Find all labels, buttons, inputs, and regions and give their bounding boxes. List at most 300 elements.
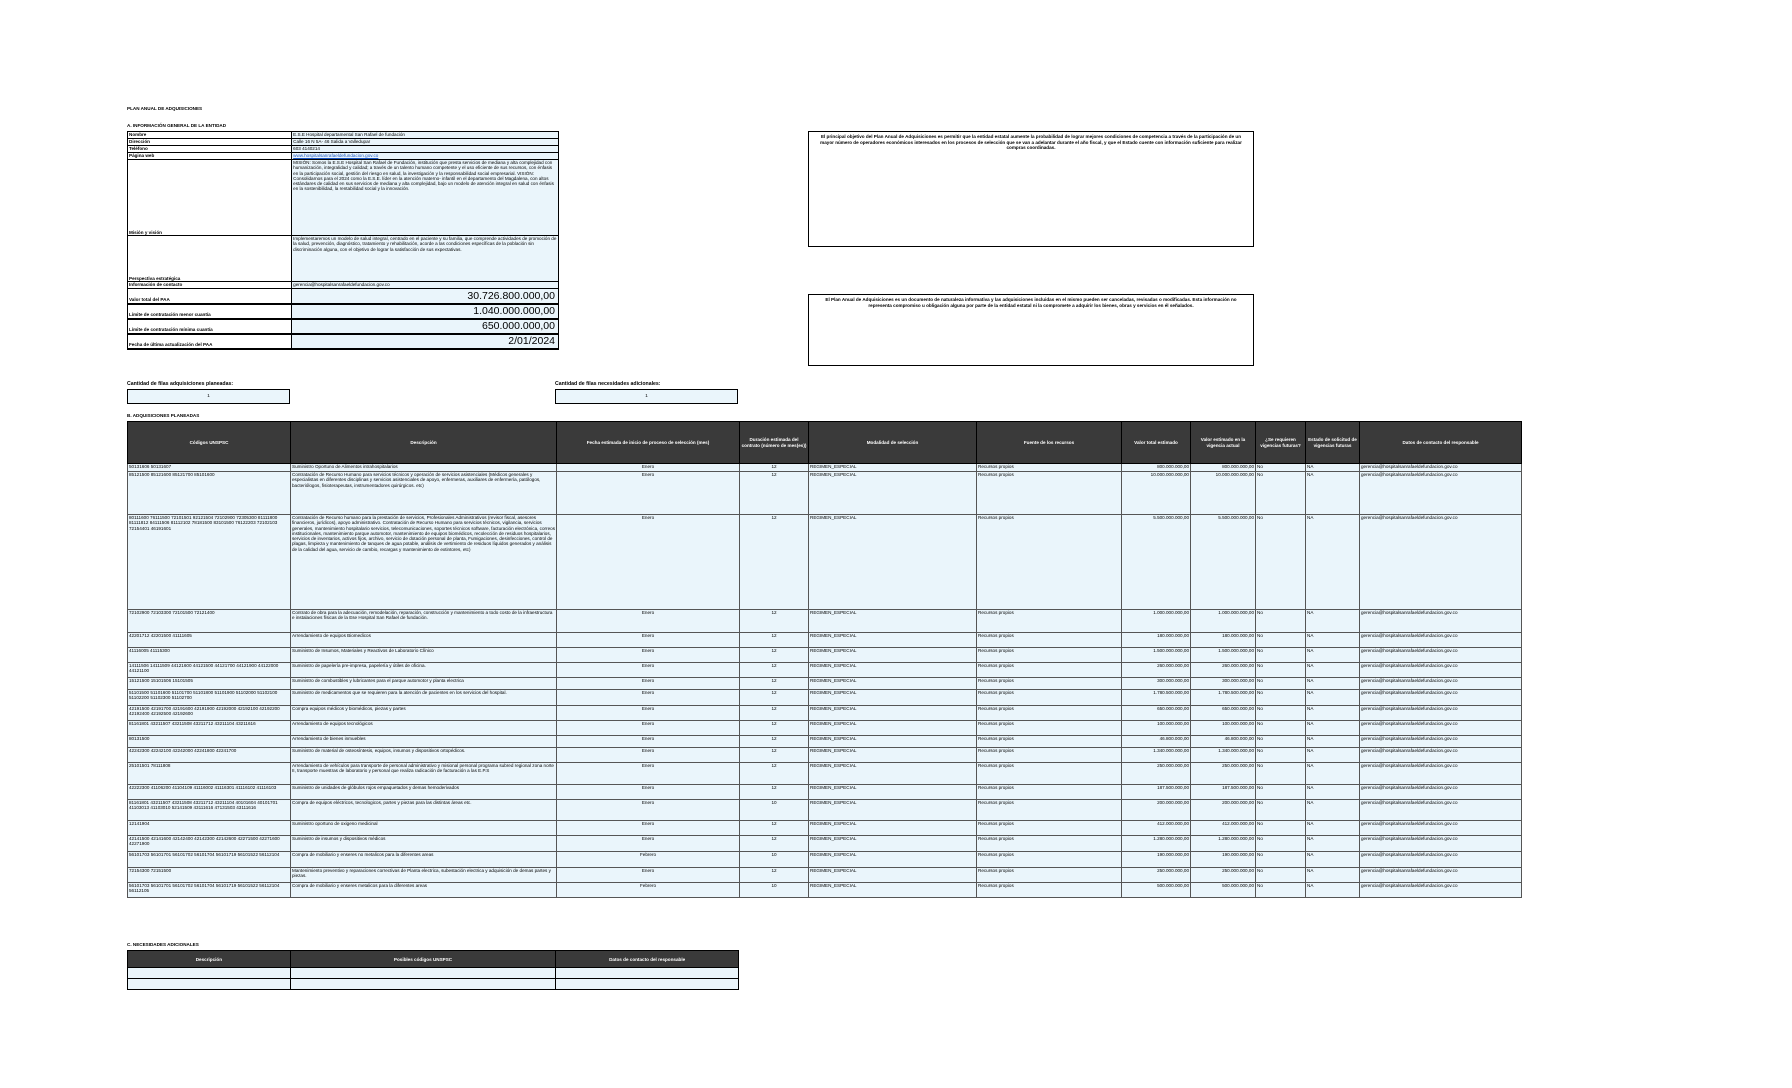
cell-fuente: Recursos propios [977, 472, 1122, 515]
need-cell[interactable] [290, 968, 556, 979]
value-minima-cuantia: 650.000.000,00 [292, 319, 559, 334]
cell-valor-total: 1.780.500.000,00 [1122, 690, 1191, 706]
cell-valor-vigencia: 800.000.000,00 [1191, 464, 1256, 472]
cell-vigencias-futuras: No [1256, 610, 1306, 633]
cell-modalidad: REGIMEN_ESPECIAL [809, 464, 977, 472]
cell-modalidad: REGIMEN_ESPECIAL [809, 748, 977, 763]
cell-codigos: 80131500 [128, 736, 291, 748]
label-contacto: Información de contacto [128, 282, 292, 289]
cell-valor-total: 500.000.000,00 [1122, 883, 1191, 898]
need-cell[interactable] [556, 968, 739, 979]
cell-valor-total: 200.000.000,00 [1122, 800, 1191, 821]
cell-valor-total: 180.000.000,00 [1122, 633, 1191, 648]
cell-fecha-inicio: Enero [557, 836, 740, 852]
cell-vigencias-futuras: No [1256, 690, 1306, 706]
col-fuente: Fuente de los recursos [977, 422, 1122, 464]
cell-estado-solicitud: NA [1306, 800, 1360, 821]
acquisition-row [128, 883, 1522, 898]
cell-valor-total: 800.000.000,00 [1122, 464, 1191, 472]
cell-duracion: 12 [740, 706, 809, 721]
cell-fecha-inicio: Enero [557, 633, 740, 648]
label-mision-vision: Misión y visión [128, 160, 292, 236]
acquisition-row [128, 690, 1522, 706]
cell-valor-vigencia: 5.500.000.000,00 [1191, 515, 1256, 610]
cell-fecha-inicio: Enero [557, 763, 740, 785]
col-valor-total: Valor total estimado [1122, 422, 1191, 464]
cell-duracion: 12 [740, 763, 809, 785]
cell-fecha-inicio: Enero [557, 464, 740, 472]
cell-codigos: 42141500 42141600 42142400 42142300 42142600 42271500 42271600 42271900 [128, 836, 291, 852]
cell-vigencias-futuras: No [1256, 515, 1306, 610]
cell-contacto: gerencia@hospitalsanrafaeldefundacion.gov.co [1360, 785, 1522, 800]
acquisition-row [128, 868, 1522, 883]
section-a-title: A. INFORMACIÓN GENERAL DE LA ENTIDAD [127, 123, 227, 128]
cell-valor-vigencia: 650.000.000,00 [1191, 706, 1256, 721]
acquisition-row [128, 836, 1522, 852]
need-cell[interactable] [556, 979, 739, 990]
cell-duracion: 12 [740, 821, 809, 836]
acquisition-row [128, 648, 1522, 663]
cell-contacto: gerencia@hospitalsanrafaeldefundacion.gov.co [1360, 748, 1522, 763]
cell-duracion: 12 [740, 785, 809, 800]
cell-descripcion: Suministro de unidades de glóbulos rojos empaquetados y demas hemoderivados [291, 785, 557, 800]
cell-valor-vigencia: 250.000.000,00 [1191, 868, 1256, 883]
objective-note-box: El principal objetivo del Plan Anual de Adquisiciones es permitir que la entidad estatal aumente la probabilidad de lograr mejores condiciones de competencia a través de la participación de un mayor número de operadores económicos interesados en los procesos de selección que se van a adelantar durante el año fiscal, y que el Estado cuente con información suficiente para realizar compras coordinadas. [808, 131, 1254, 247]
cell-fecha-inicio: Enero [557, 610, 740, 633]
section-b-title: B. ADQUISICIONES PLANEADAS [127, 413, 200, 418]
cell-vigencias-futuras: No [1256, 464, 1306, 472]
cell-codigos: 56101703 56101701 56101702 56101704 56101719 56101522 56112104 [128, 852, 291, 868]
col-modalidad: Modalidad de selección [809, 422, 977, 464]
acquisition-row [128, 678, 1522, 690]
cell-contacto: gerencia@hospitalsanrafaeldefundacion.gov.co [1360, 472, 1522, 515]
cell-fuente: Recursos propios [977, 721, 1122, 736]
cell-contacto: gerencia@hospitalsanrafaeldefundacion.gov.co [1360, 836, 1522, 852]
cell-duracion: 12 [740, 721, 809, 736]
cell-fuente: Recursos propios [977, 610, 1122, 633]
cell-modalidad: REGIMEN_ESPECIAL [809, 868, 977, 883]
cell-descripcion: Contratación de Recurso humano para la prestación de servicios, Profesionales Administrativos (revisor fiscal, asesores financieros, jurídicos), apoyo administrativo. Contratación de Recurso Humano para servicios técnicos, vigilancia, servicios generales, mantenimiento hospitalario servicios, telecomunicaciones, soportes técnicos software, facturación electrónica, correos institucionales, mantenimiento parque automotor, mantenimiento de equipos biomédicos, recolección de residuos hospitalarios, servicios de inventarios, activos fijos, archivo, servicio de dotación personal de planta, Fumigaciones, desinfecciones, control de plagas, limpieza y mantenimiento de tanques de agua potable, análisis de vertimiento de residuos líquidos generados y análisis de la calidad del agua, servicio de cambio, recargas y mantenimiento de extintores, etc) [291, 515, 557, 610]
col-valor-vigencia: Valor estimado en la vigencia actual [1191, 422, 1256, 464]
cell-fecha-inicio: Enero [557, 785, 740, 800]
cell-vigencias-futuras: No [1256, 836, 1306, 852]
acquisitions-table [127, 421, 1522, 898]
cell-fuente: Recursos propios [977, 706, 1122, 721]
cell-vigencias-futuras: No [1256, 721, 1306, 736]
cell-modalidad: REGIMEN_ESPECIAL [809, 648, 977, 663]
cell-estado-solicitud: NA [1306, 706, 1360, 721]
cell-estado-solicitud: NA [1306, 836, 1360, 852]
acquisition-row [128, 633, 1522, 648]
cell-duracion: 12 [740, 515, 809, 610]
cell-vigencias-futuras: No [1256, 785, 1306, 800]
cell-fuente: Recursos propios [977, 736, 1122, 748]
col-vigencias-futuras: ¿Se requieren vigencias futuras? [1256, 422, 1306, 464]
cell-valor-vigencia: 1.500.000.000,00 [1191, 648, 1256, 663]
cell-fecha-inicio: Enero [557, 736, 740, 748]
cell-modalidad: REGIMEN_ESPECIAL [809, 721, 977, 736]
col-descripcion: Descripción [291, 422, 557, 464]
cell-duracion: 12 [740, 663, 809, 678]
cell-contacto: gerencia@hospitalsanrafaeldefundacion.gov.co [1360, 515, 1522, 610]
cell-duracion: 12 [740, 690, 809, 706]
cell-vigencias-futuras: No [1256, 648, 1306, 663]
cell-valor-total: 46.800.000,00 [1122, 736, 1191, 748]
need-col-contacto: Datos de contacto del responsable [556, 951, 739, 968]
cell-modalidad: REGIMEN_ESPECIAL [809, 785, 977, 800]
cell-fecha-inicio: Enero [557, 690, 740, 706]
cell-fuente: Recursos propios [977, 690, 1122, 706]
acquisitions-table-body [128, 464, 1522, 898]
cell-valor-total: 260.000.000,00 [1122, 663, 1191, 678]
cell-fuente: Recursos propios [977, 648, 1122, 663]
cell-contacto: gerencia@hospitalsanrafaeldefundacion.gov.co [1360, 678, 1522, 690]
cell-modalidad: REGIMEN_ESPECIAL [809, 706, 977, 721]
cell-codigos: 81161801 43211507 43211508 43211712 43211104 43211616 [128, 721, 291, 736]
cell-contacto: gerencia@hospitalsanrafaeldefundacion.gov.co [1360, 464, 1522, 472]
cell-descripcion: Compra de mobiliario y enseres metalicos para la diferentes areas [291, 883, 557, 898]
cell-contacto: gerencia@hospitalsanrafaeldefundacion.gov.co [1360, 883, 1522, 898]
cell-fuente: Recursos propios [977, 633, 1122, 648]
cell-valor-vigencia: 200.000.000,00 [1191, 800, 1256, 821]
cell-vigencias-futuras: No [1256, 883, 1306, 898]
planned-rows-label: Cantidad de filas adquisiciones planeadas: [127, 381, 234, 387]
cell-fuente: Recursos propios [977, 464, 1122, 472]
col-fecha-inicio: Fecha estimada de inicio de proceso de selección (mes) [557, 422, 740, 464]
cell-modalidad: REGIMEN_ESPECIAL [809, 663, 977, 678]
cell-valor-total: 650.000.000,00 [1122, 706, 1191, 721]
cell-fecha-inicio: Enero [557, 868, 740, 883]
cell-modalidad: REGIMEN_ESPECIAL [809, 852, 977, 868]
cell-valor-total: 5.500.000.000,00 [1122, 515, 1191, 610]
cell-codigos: 42242300 42242100 42242000 42241800 42241700 [128, 748, 291, 763]
col-codigos: Códigos UNSPSC [128, 422, 291, 464]
acquisition-row [128, 663, 1522, 678]
cell-fecha-inicio: Enero [557, 515, 740, 610]
acquisition-row [128, 785, 1522, 800]
need-row[interactable] [128, 979, 739, 990]
cell-valor-total: 187.500.000,00 [1122, 785, 1191, 800]
cell-fecha-inicio: Enero [557, 821, 740, 836]
cell-valor-total: 1.500.000.000,00 [1122, 648, 1191, 663]
cell-valor-vigencia: 1.780.500.000,00 [1191, 690, 1256, 706]
cell-estado-solicitud: NA [1306, 868, 1360, 883]
cell-estado-solicitud: NA [1306, 472, 1360, 515]
cell-descripcion: Compra de equipos eléctricos, tecnologicos, partes y piezas para las distintas áreas etc. [291, 800, 557, 821]
cell-valor-vigencia: 300.000.000,00 [1191, 678, 1256, 690]
cell-codigos: 72154300 72151500 [128, 868, 291, 883]
cell-modalidad: REGIMEN_ESPECIAL [809, 633, 977, 648]
cell-valor-vigencia: 500.000.000,00 [1191, 883, 1256, 898]
cell-fuente: Recursos propios [977, 678, 1122, 690]
cell-fuente: Recursos propios [977, 800, 1122, 821]
cell-contacto: gerencia@hospitalsanrafaeldefundacion.gov.co [1360, 800, 1522, 821]
page-title: PLAN ANUAL DE ADQUISICIONES [127, 106, 203, 111]
col-contacto: Datos de contacto del responsable [1360, 422, 1522, 464]
acquisition-row [128, 748, 1522, 763]
cell-vigencias-futuras: No [1256, 821, 1306, 836]
col-estado-solicitud: Estado de solicitud de vigencias futuras [1306, 422, 1360, 464]
cell-fuente: Recursos propios [977, 821, 1122, 836]
label-minima-cuantia: Límite de contratación mínima cuantía [128, 319, 292, 334]
cell-fecha-inicio: Febrero [557, 852, 740, 868]
label-telefono: Teléfono [128, 146, 292, 153]
need-col-descripcion: Descripción [128, 951, 291, 968]
cell-contacto: gerencia@hospitalsanrafaeldefundacion.gov.co [1360, 633, 1522, 648]
cell-codigos: 14111506 14111509 44121600 44121500 44121700 44121900 44122000 44121100 [128, 663, 291, 678]
cell-vigencias-futuras: No [1256, 868, 1306, 883]
cell-contacto: gerencia@hospitalsanrafaeldefundacion.gov.co [1360, 648, 1522, 663]
cell-valor-vigencia: 1.280.000.000,00 [1191, 836, 1256, 852]
cell-contacto: gerencia@hospitalsanrafaeldefundacion.gov.co [1360, 610, 1522, 633]
cell-codigos: 15121500 15101506 15101505 [128, 678, 291, 690]
cell-valor-vigencia: 100.000.000,00 [1191, 721, 1256, 736]
cell-estado-solicitud: NA [1306, 648, 1360, 663]
value-nombre: E.S.E Hospital departamental San Rafael de fundación [292, 132, 559, 139]
cell-estado-solicitud: NA [1306, 515, 1360, 610]
cell-contacto: gerencia@hospitalsanrafaeldefundacion.gov.co [1360, 821, 1522, 836]
cell-fuente: Recursos propios [977, 836, 1122, 852]
cell-vigencias-futuras: No [1256, 852, 1306, 868]
cell-vigencias-futuras: No [1256, 736, 1306, 748]
cell-estado-solicitud: NA [1306, 610, 1360, 633]
cell-vigencias-futuras: No [1256, 748, 1306, 763]
need-col-codigos: Posibles códigos UNSPSC [290, 951, 556, 968]
cell-descripcion: Suministro de medicamentos que se requieren para la atención de pacientes en los servicios del hospital. [291, 690, 557, 706]
need-cell[interactable] [128, 979, 291, 990]
cell-estado-solicitud: NA [1306, 748, 1360, 763]
label-valor-total: Valor total del PAA [128, 289, 292, 304]
cell-codigos: 80111600 76111500 72101501 92121504 72102900 72305300 81111800 81111812 84111506 81112102 78181500 83101500 76122203 72102103 72154401 46191601 [128, 515, 291, 610]
col-duracion: Duración estimada del contrato (número de mes(es)) [740, 422, 809, 464]
cell-contacto: gerencia@hospitalsanrafaeldefundacion.gov.co [1360, 706, 1522, 721]
cell-descripcion: Suministro de papelería pre-impresa, papelería y útiles de oficina. [291, 663, 557, 678]
cell-contacto: gerencia@hospitalsanrafaeldefundacion.gov.co [1360, 690, 1522, 706]
cell-modalidad: REGIMEN_ESPECIAL [809, 678, 977, 690]
cell-duracion: 12 [740, 633, 809, 648]
website-link[interactable]: www.hospitalsanrafaeldefundacion.gov.co [292, 153, 559, 160]
acquisition-row [128, 736, 1522, 748]
value-direccion: Calle 16 N 5A- 46 Salida a Valledupar [292, 139, 559, 146]
cell-duracion: 12 [740, 678, 809, 690]
cell-modalidad: REGIMEN_ESPECIAL [809, 763, 977, 785]
planned-rows-value: 1 [127, 389, 290, 404]
cell-estado-solicitud: NA [1306, 464, 1360, 472]
cell-estado-solicitud: NA [1306, 663, 1360, 678]
cell-fuente: Recursos propios [977, 852, 1122, 868]
cell-codigos: 25101501 78111808 [128, 763, 291, 785]
cell-fecha-inicio: Febrero [557, 883, 740, 898]
cell-fuente: Recursos propios [977, 663, 1122, 678]
cell-codigos: 42222300 41106200 41104109 41116002 41116301 41116102 41116103 [128, 785, 291, 800]
cell-estado-solicitud: NA [1306, 763, 1360, 785]
cell-descripcion: Suministro oportuno de oxigeno medicinal [291, 821, 557, 836]
cell-vigencias-futuras: No [1256, 678, 1306, 690]
acquisition-row [128, 515, 1522, 610]
cell-modalidad: REGIMEN_ESPECIAL [809, 736, 977, 748]
cell-estado-solicitud: NA [1306, 821, 1360, 836]
value-valor-total: 30.726.800.000,00 [292, 289, 559, 304]
cell-fuente: Recursos propios [977, 868, 1122, 883]
cell-valor-vigencia: 260.000.000,00 [1191, 663, 1256, 678]
cell-duracion: 10 [740, 852, 809, 868]
need-row[interactable] [128, 968, 739, 979]
cell-descripcion: Arrendamiento de equipos tecnológicos [291, 721, 557, 736]
value-telefono: 603 4140214 [292, 146, 559, 153]
cell-duracion: 12 [740, 464, 809, 472]
label-fecha-actualizacion: Fecha de última actualización del PAA [128, 334, 292, 349]
cell-valor-vigencia: 1.000.000.000,00 [1191, 610, 1256, 633]
cell-codigos: 51101500 51101600 51101700 51101800 51101900 51102000 51102100 51102200 51102300 51102700 [128, 690, 291, 706]
cell-valor-vigencia: 412.000.000,00 [1191, 821, 1256, 836]
cell-valor-vigencia: 46.800.000,00 [1191, 736, 1256, 748]
cell-vigencias-futuras: No [1256, 663, 1306, 678]
cell-codigos: 41116005 41115300 [128, 648, 291, 663]
value-menor-cuantia: 1.040.000.000,00 [292, 304, 559, 319]
value-mision-vision: MISIÓN: Somos la E.S.E Hospital San Rafael de Fundación, institución que presta servicios de mediana y alta complejidad con humanización, integralidad y calidad; a través de un talento humano competente y el uso eficiente de sus recursos, con énfasis en la participación social, gestión del riesgo en salud, la investigación y la responsabilidad social empresarial. VISIÓN: Consolidarnos para el 2024 como la E.S.E. líder en la atención materno- infantil en el departamento del Magdalena, con altos estándares de calidad en sus servicios de mediana y alta complejidad, bajo un modelo de atención integral en salud con énfasis en la sostenibilidad, la rentabilidad social y la innovación. [292, 160, 559, 236]
acquisition-row [128, 721, 1522, 736]
cell-codigos: 12141904 [128, 821, 291, 836]
additional-needs-table [127, 950, 739, 990]
cell-duracion: 10 [740, 883, 809, 898]
acquisition-row [128, 821, 1522, 836]
cell-vigencias-futuras: No [1256, 472, 1306, 515]
cell-valor-total: 412.000.000,00 [1122, 821, 1191, 836]
cell-duracion: 12 [740, 748, 809, 763]
label-nombre: Nombre [128, 132, 292, 139]
section-c-title: C. NECESIDADES ADICIONALES [127, 942, 199, 947]
cell-modalidad: REGIMEN_ESPECIAL [809, 610, 977, 633]
entity-info-table [127, 131, 559, 350]
cell-estado-solicitud: NA [1306, 852, 1360, 868]
cell-valor-vigencia: 187.500.000,00 [1191, 785, 1256, 800]
cell-estado-solicitud: NA [1306, 633, 1360, 648]
acquisition-row [128, 800, 1522, 821]
cell-fuente: Recursos propios [977, 515, 1122, 610]
need-cell[interactable] [128, 968, 291, 979]
cell-fecha-inicio: Enero [557, 800, 740, 821]
cell-valor-vigencia: 190.000.000,00 [1191, 852, 1256, 868]
cell-estado-solicitud: NA [1306, 736, 1360, 748]
cell-descripcion: Suministro Oportuno de Alimentos intrahospitalarios [291, 464, 557, 472]
cell-contacto: gerencia@hospitalsanrafaeldefundacion.gov.co [1360, 868, 1522, 883]
acquisition-row [128, 610, 1522, 633]
cell-valor-total: 300.000.000,00 [1122, 678, 1191, 690]
cell-modalidad: REGIMEN_ESPECIAL [809, 836, 977, 852]
cell-duracion: 12 [740, 736, 809, 748]
cell-valor-total: 190.000.000,00 [1122, 852, 1191, 868]
cell-estado-solicitud: NA [1306, 678, 1360, 690]
cell-codigos: 50131606 50131607 [128, 464, 291, 472]
cell-duracion: 12 [740, 868, 809, 883]
cell-descripcion: Arrendamiento de vehículos para transporte de personal administrativo y misional personal programa subred regional zona norte II, transporte muestras de laboratorio y personal que realiza radicación de facturación a las E.P.S [291, 763, 557, 785]
cell-valor-total: 250.000.000,00 [1122, 868, 1191, 883]
cell-descripcion: Arrendamiento de equipos Biomedicos [291, 633, 557, 648]
cell-valor-total: 250.000.000,00 [1122, 763, 1191, 785]
cell-contacto: gerencia@hospitalsanrafaeldefundacion.gov.co [1360, 663, 1522, 678]
cell-contacto: gerencia@hospitalsanrafaeldefundacion.gov.co [1360, 763, 1522, 785]
cell-fecha-inicio: Enero [557, 706, 740, 721]
cell-modalidad: REGIMEN_ESPECIAL [809, 472, 977, 515]
cell-modalidad: REGIMEN_ESPECIAL [809, 800, 977, 821]
cell-fecha-inicio: Enero [557, 721, 740, 736]
cell-contacto: gerencia@hospitalsanrafaeldefundacion.gov.co [1360, 852, 1522, 868]
acquisition-row [128, 706, 1522, 721]
cell-codigos: 85121500 85121600 85121700 85101600 [128, 472, 291, 515]
value-fecha-actualizacion: 2/01/2024 [292, 334, 559, 349]
cell-valor-vigencia: 1.340.000.000,00 [1191, 748, 1256, 763]
cell-modalidad: REGIMEN_ESPECIAL [809, 515, 977, 610]
cell-duracion: 12 [740, 648, 809, 663]
cell-estado-solicitud: NA [1306, 690, 1360, 706]
cell-valor-total: 1.280.000.000,00 [1122, 836, 1191, 852]
cell-estado-solicitud: NA [1306, 785, 1360, 800]
cell-descripcion: Mantenimiento preventivo y reparaciones correctivas de Planta electrica, subestación electrica y adquisición de demas partes y piezas. [291, 868, 557, 883]
cell-valor-total: 1.000.000.000,00 [1122, 610, 1191, 633]
need-cell[interactable] [290, 979, 556, 990]
cell-descripcion: Compra de mobiliario y enseres no metalicos para la diferentes areas [291, 852, 557, 868]
cell-fecha-inicio: Enero [557, 748, 740, 763]
cell-fuente: Recursos propios [977, 785, 1122, 800]
value-contacto: gerencia@hospitalsanrafaeldefundacion.gov.co [292, 282, 559, 289]
additional-rows-value: 1 [555, 389, 738, 404]
cell-vigencias-futuras: No [1256, 706, 1306, 721]
cell-valor-total: 1.340.000.000,00 [1122, 748, 1191, 763]
cell-modalidad: REGIMEN_ESPECIAL [809, 821, 977, 836]
cell-duracion: 12 [740, 472, 809, 515]
cell-duracion: 12 [740, 836, 809, 852]
additional-rows-label: Cantidad de filas necesidades adicionales: [555, 381, 661, 387]
label-perspectiva: Perspectiva estratégica [128, 236, 292, 282]
cell-fecha-inicio: Enero [557, 663, 740, 678]
cell-contacto: gerencia@hospitalsanrafaeldefundacion.gov.co [1360, 736, 1522, 748]
cell-descripcion: Compra equipos médicos y biomédicos, piezas y partes [291, 706, 557, 721]
cell-valor-total: 10.000.000.000,00 [1122, 472, 1191, 515]
cell-fuente: Recursos propios [977, 763, 1122, 785]
acquisition-row [128, 763, 1522, 785]
cell-codigos: 81161801 43211507 43211508 43211712 43211104 40101604 40101701 41103013 41103010 52141509 43111616 47131503 43111616 [128, 800, 291, 821]
cell-estado-solicitud: NA [1306, 883, 1360, 898]
acquisition-row [128, 464, 1522, 472]
cell-vigencias-futuras: No [1256, 633, 1306, 648]
label-pagina-web: Página web [128, 153, 292, 160]
cell-valor-vigencia: 10.000.000.000,00 [1191, 472, 1256, 515]
cell-descripcion: Suministro de Insumos, Materiales y Reactivos de Laboratorio Clínico [291, 648, 557, 663]
cell-valor-total: 100.000.000,00 [1122, 721, 1191, 736]
cell-codigos: 56101703 56101701 56101702 56101704 56101719 56101522 56112104 56112105 [128, 883, 291, 898]
cell-descripcion: Arrendamiento de bienes inmuebles [291, 736, 557, 748]
cell-vigencias-futuras: No [1256, 763, 1306, 785]
cell-valor-vigencia: 250.000.000,00 [1191, 763, 1256, 785]
cell-contacto: gerencia@hospitalsanrafaeldefundacion.gov.co [1360, 721, 1522, 736]
value-perspectiva: Implementaremos un modelo de salud integral, centrado en el paciente y su familia, que comprende actividades de promoción de la salud, prevención, diagnóstico, tratamiento y rehabilitación, acorde a las condiciones específicas de la población sin discriminación alguna, con el objetivo de lograr la satisfacción de sus expectativas. [292, 236, 559, 282]
cell-descripcion: Suministro de material de osteosíntesis, equipos, insumos y dispositivos ortopédicos. [291, 748, 557, 763]
acquisition-row [128, 852, 1522, 868]
cell-fuente: Recursos propios [977, 883, 1122, 898]
cell-codigos: 72102900 72103300 72101500 72121400 [128, 610, 291, 633]
cell-fecha-inicio: Enero [557, 648, 740, 663]
cell-descripcion: Contrato de obra para la adecuación, remodelación, reparación, construcción y mantenimiento a todo costo de la infraestructura e instalaciones físicas de la Ese Hospital San Rafael de fundación. [291, 610, 557, 633]
cell-estado-solicitud: NA [1306, 721, 1360, 736]
label-direccion: Dirección [128, 139, 292, 146]
disclaimer-note-box: El Plan Anual de Adquisiciones es un documento de naturaleza informativa y las adquisiciones incluidas en el mismo pueden ser canceladas, revisadas o modificadas. Esta información no representa compromiso u obligación alguna por parte de la entidad estatal ni la compromete a adquirir los bienes, obras y servicios en él señalados. [808, 294, 1254, 366]
cell-modalidad: REGIMEN_ESPECIAL [809, 883, 977, 898]
cell-vigencias-futuras: No [1256, 800, 1306, 821]
cell-descripcion: Suministro de combustibles y lubricantes para el parque automotor y planta electrica [291, 678, 557, 690]
cell-codigos: 42191500 42191700 42191600 42191900 42192000 42192100 42192200 42192400 42192500 42192600 [128, 706, 291, 721]
cell-duracion: 10 [740, 800, 809, 821]
cell-codigos: 42201712 42201500 41111605 [128, 633, 291, 648]
